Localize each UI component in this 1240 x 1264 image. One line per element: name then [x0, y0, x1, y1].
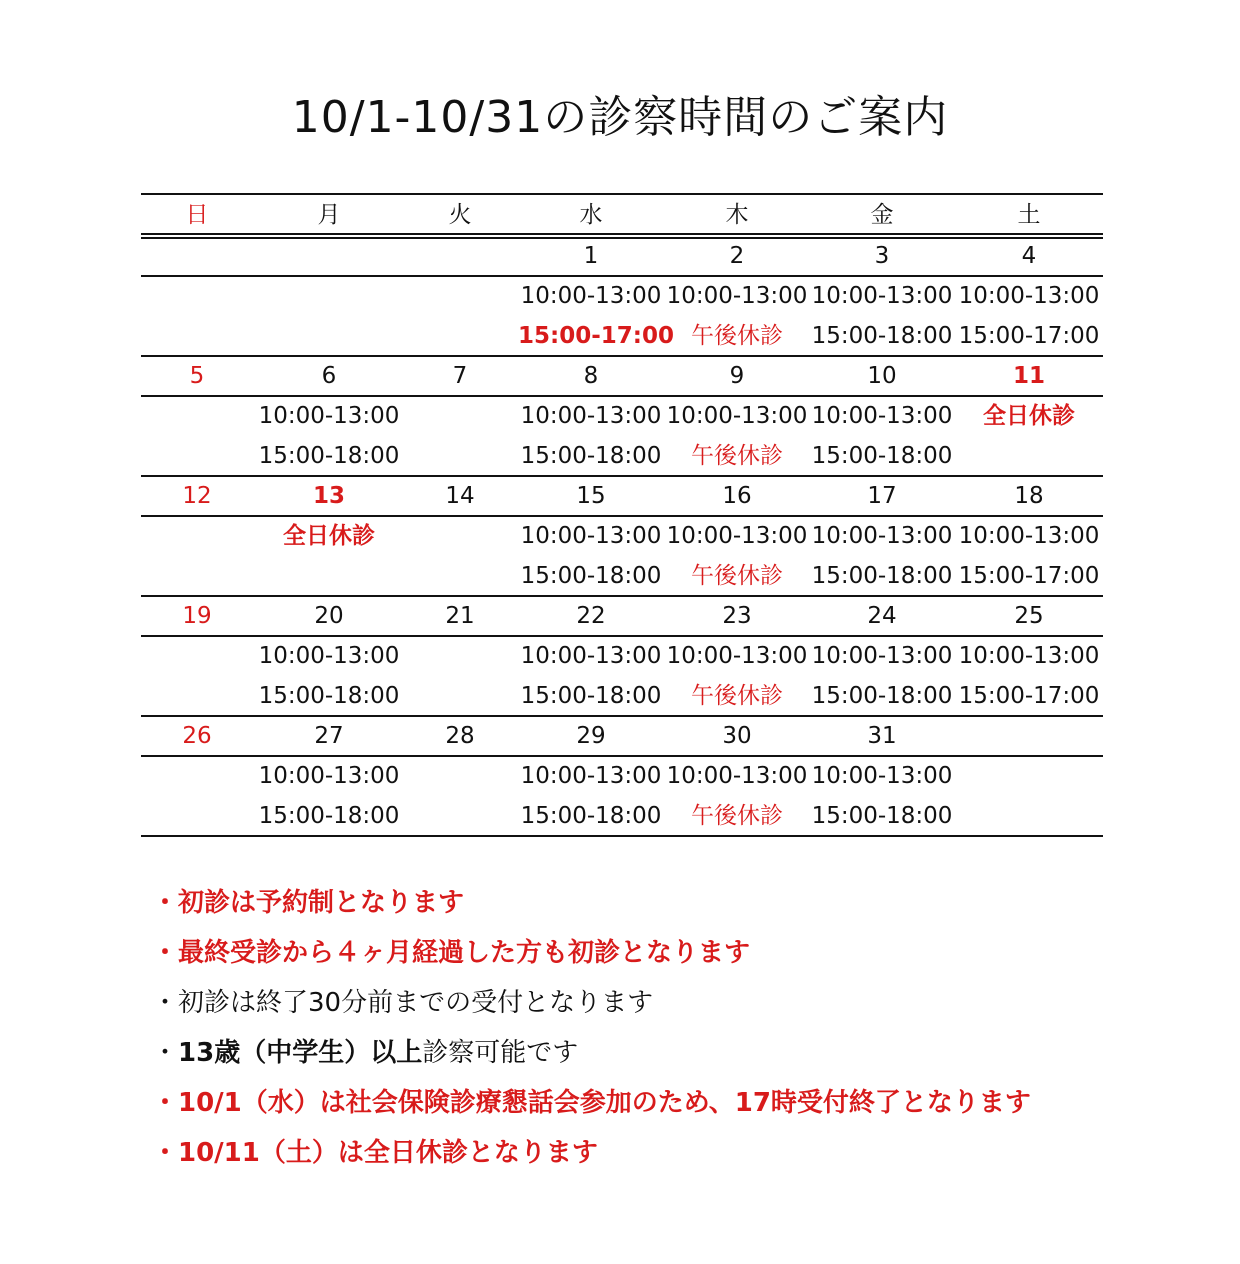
afternoon-hours: 午後休診 — [691, 443, 783, 469]
day-number: 1 — [583, 243, 599, 269]
morning-hours: 10:00-13:00 — [520, 643, 662, 669]
weekday-header: 金 — [870, 202, 894, 228]
afternoon-hours: 15:00-18:00 — [258, 683, 400, 709]
note-item — [152, 980, 1031, 1030]
note-item — [152, 1030, 1031, 1080]
weekday-header: 月 — [317, 202, 341, 228]
day-number: 15 — [576, 483, 606, 509]
morning-hours: 10:00-13:00 — [520, 523, 662, 549]
day-number: 14 — [445, 483, 475, 509]
day-number: 11 — [1012, 363, 1045, 389]
morning-hours: 10:00-13:00 — [811, 763, 953, 789]
day-number: 6 — [321, 363, 337, 389]
day-number: 2 — [729, 243, 745, 269]
note-item — [152, 880, 1031, 930]
note-text: ・10/11（土）は全日休診となります — [152, 1138, 598, 1168]
morning-hours: 10:00-13:00 — [811, 523, 953, 549]
note-text: 診察可能です — [422, 1038, 579, 1068]
day-number: 16 — [722, 483, 752, 509]
afternoon-hours: 15:00-18:00 — [811, 563, 953, 589]
morning-hours: 10:00-13:00 — [666, 643, 808, 669]
day-number: 12 — [182, 483, 212, 509]
afternoon-hours: 午後休診 — [691, 683, 783, 709]
afternoon-hours: 午後休診 — [691, 803, 783, 829]
day-number: 24 — [867, 603, 897, 629]
morning-hours: 10:00-13:00 — [958, 283, 1100, 309]
morning-hours: 10:00-13:00 — [666, 283, 808, 309]
morning-hours: 10:00-13:00 — [520, 403, 662, 429]
day-number: 4 — [1021, 243, 1037, 269]
day-number: 7 — [452, 363, 468, 389]
afternoon-hours: 15:00-17:00 — [958, 323, 1100, 349]
morning-hours: 10:00-13:00 — [520, 763, 662, 789]
morning-hours: 10:00-13:00 — [258, 763, 400, 789]
morning-hours: 全日休診 — [983, 403, 1075, 429]
morning-hours: 10:00-13:00 — [958, 643, 1100, 669]
weekday-header: 水 — [579, 202, 603, 228]
day-number: 26 — [182, 723, 212, 749]
morning-hours: 10:00-13:00 — [811, 283, 953, 309]
morning-hours: 全日休診 — [283, 523, 375, 549]
day-number: 27 — [314, 723, 344, 749]
morning-hours: 10:00-13:00 — [811, 403, 953, 429]
day-number: 23 — [722, 603, 752, 629]
weekday-header: 火 — [448, 202, 472, 228]
day-number: 5 — [189, 363, 205, 389]
day-number: 21 — [445, 603, 475, 629]
note-item — [152, 1130, 1031, 1180]
page-title: 10/1-10/31の診察時間のご案内 — [291, 92, 949, 143]
day-number: 25 — [1014, 603, 1044, 629]
weekday-header: 日 — [185, 202, 209, 228]
day-number: 17 — [867, 483, 897, 509]
note-text: ・10/1（水）は社会保険診療懇話会参加のため、17時受付終了となります — [152, 1088, 1031, 1118]
afternoon-hours: 15:00-18:00 — [520, 803, 662, 829]
week-divider — [141, 835, 1103, 837]
day-number: 8 — [583, 363, 599, 389]
afternoon-hours: 15:00-17:00 — [518, 323, 674, 349]
afternoon-hours: 15:00-17:00 — [958, 683, 1100, 709]
afternoon-hours: 15:00-18:00 — [258, 803, 400, 829]
afternoon-hours: 15:00-18:00 — [811, 683, 953, 709]
day-number: 13 — [312, 483, 345, 509]
afternoon-hours: 15:00-18:00 — [520, 443, 662, 469]
day-number: 31 — [867, 723, 897, 749]
morning-hours: 10:00-13:00 — [666, 523, 808, 549]
note-text: ・ — [152, 1038, 179, 1068]
afternoon-hours: 15:00-18:00 — [811, 443, 953, 469]
morning-hours: 10:00-13:00 — [666, 403, 808, 429]
day-number: 9 — [729, 363, 745, 389]
afternoon-hours: 午後休診 — [691, 323, 783, 349]
day-number: 19 — [182, 603, 212, 629]
morning-hours: 10:00-13:00 — [520, 283, 662, 309]
morning-hours: 10:00-13:00 — [258, 403, 400, 429]
day-number: 10 — [867, 363, 897, 389]
afternoon-hours: 15:00-18:00 — [811, 803, 953, 829]
afternoon-hours: 15:00-18:00 — [811, 323, 953, 349]
note-text: ・最終受診から４ヶ月経過した方も初診となります — [152, 938, 751, 968]
day-number: 20 — [314, 603, 344, 629]
notes-list — [152, 880, 1031, 1180]
day-number: 18 — [1014, 483, 1044, 509]
afternoon-hours: 15:00-18:00 — [258, 443, 400, 469]
afternoon-hours: 15:00-17:00 — [958, 563, 1100, 589]
morning-hours: 10:00-13:00 — [958, 523, 1100, 549]
weekday-header: 木 — [725, 202, 749, 228]
note-text: 13歳（中学生）以上 — [178, 1038, 423, 1068]
morning-hours: 10:00-13:00 — [666, 763, 808, 789]
day-number: 22 — [576, 603, 606, 629]
day-number: 3 — [874, 243, 890, 269]
afternoon-hours: 15:00-18:00 — [520, 563, 662, 589]
morning-hours: 10:00-13:00 — [811, 643, 953, 669]
note-text: ・初診は予約制となります — [152, 888, 465, 918]
morning-hours: 10:00-13:00 — [258, 643, 400, 669]
afternoon-hours: 午後休診 — [691, 563, 783, 589]
note-item — [152, 1080, 1031, 1130]
afternoon-hours: 15:00-18:00 — [520, 683, 662, 709]
day-number: 29 — [576, 723, 606, 749]
note-text: ・初診は終了30分前までの受付となります — [152, 988, 654, 1018]
note-item — [152, 930, 1031, 980]
day-number: 30 — [722, 723, 752, 749]
weekday-header: 土 — [1017, 202, 1041, 228]
day-number: 28 — [445, 723, 475, 749]
